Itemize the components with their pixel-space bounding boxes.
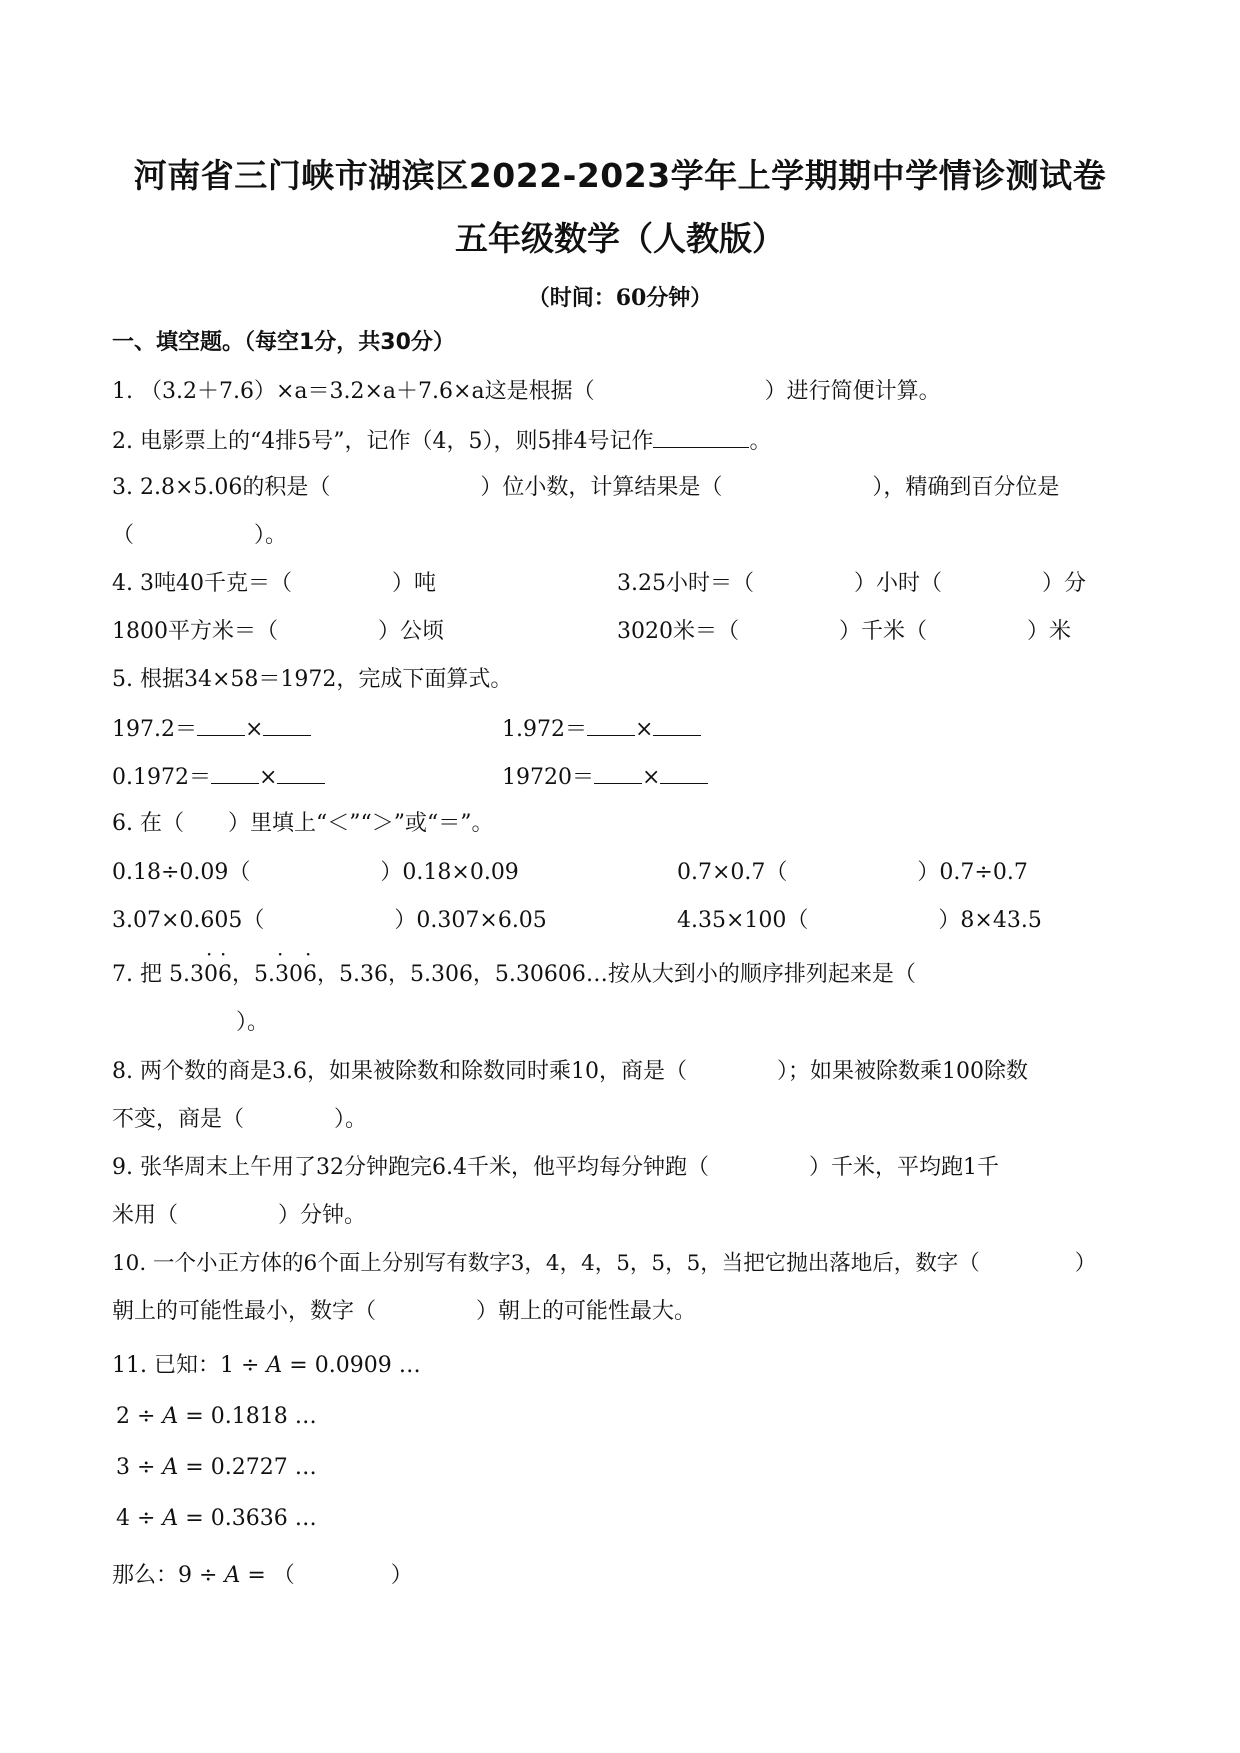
question-3: 3. 2.8×5.06的积是（ ）位小数，计算结果是（ ），精确到百分位是 [112, 475, 1060, 500]
question-4-r1c1: 4. 3吨40千克＝（ ）吨 [112, 571, 436, 596]
time-note: （时间：60分钟） [527, 285, 713, 311]
equation-2: 2 ÷ A = 0.1818 … [116, 1404, 317, 1429]
equation-1: 1 ÷ A = 0.0909 … [219, 1353, 421, 1378]
question-5-r1c1: 197.2＝ × [112, 713, 311, 745]
question-7-line2: ）。 [236, 1010, 270, 1035]
repeating-dot-digit: · 6 [218, 960, 232, 990]
answer-blank[interactable] [653, 425, 749, 448]
answer-blank[interactable] [263, 713, 311, 736]
question-10: 10. 一个小正方体的6个面上分别写有数字3，4，4，5，5，5，当把它抛出落地后，数字（ ） [112, 1251, 1097, 1276]
question-4-r2c2: 3020米＝（ ）千米（ ）米 [617, 619, 1072, 644]
exam-subtitle: 五年级数学（人教版） [455, 219, 785, 258]
section-heading: 一、填空题。（每空1分，共30分） [112, 330, 455, 355]
question-9-line2: 米用（ ）分钟。 [112, 1203, 367, 1228]
answer-blank[interactable] [653, 713, 701, 736]
question-5-r2c2: 19720＝ × [502, 761, 708, 793]
question-5-r1c2: 1.972＝ × [502, 713, 701, 745]
equation-3: 3 ÷ A = 0.2727 … [116, 1455, 317, 1480]
answer-blank[interactable] [197, 713, 245, 736]
answer-blank[interactable] [594, 761, 642, 784]
question-11: 11. 已知：1 ÷ A = 0.0909 … [112, 1353, 421, 1378]
question-9: 9. 张华周末上午用了32分钟跑完6.4千米，他平均每分钟跑（ ）千米，平均跑1千 [112, 1155, 999, 1180]
question-6: 6. 在（ ）里填上“＜”“＞”或“＝”。 [112, 811, 494, 836]
question-7: 7. 把 5.3· 0· 6，5.· 30· 6，5.36，5.306，5.30606…按从大到小的顺序排列起来是（ [112, 960, 916, 990]
question-11-answer: 那么：9 ÷ A = （ ） [112, 1563, 413, 1588]
exam-title: 河南省三门峡市湖滨区2022-2023学年上学期期中学情诊测试卷 [133, 156, 1107, 195]
question-6-r1c2: 0.7×0.7（ ）0.7÷0.7 [677, 860, 1028, 885]
repeating-dot-digit: · 6 [303, 960, 317, 990]
answer-blank[interactable] [587, 713, 635, 736]
question-5: 5. 根据34×58＝1972，完成下面算式。 [112, 667, 513, 692]
equation-4: 4 ÷ A = 0.3636 … [116, 1506, 317, 1531]
question-1: 1. （3.2＋7.6）×a＝3.2×a＋7.6×a这是根据（ ）进行简便计算。 [112, 379, 941, 404]
question-3-line2: （ ）。 [112, 523, 288, 548]
question-5-r2c1: 0.1972＝ × [112, 761, 325, 793]
question-6-r2c2: 4.35×100（ ）8×43.5 [677, 908, 1042, 933]
repeating-dot-digit: · 3 [275, 960, 289, 990]
question-6-r1c1: 0.18÷0.09（ ）0.18×0.09 [112, 860, 519, 885]
answer-blank[interactable] [211, 761, 259, 784]
question-4-r1c2: 3.25小时＝（ ）小时（ ）分 [617, 571, 1087, 596]
answer-blank[interactable] [277, 761, 325, 784]
question-2: 2. 电影票上的“4排5号”，记作（4，5），则5排4号记作 。 [112, 425, 771, 457]
question-4-r2c1: 1800平方米＝（ ）公顷 [112, 619, 445, 644]
answer-blank[interactable] [660, 761, 708, 784]
repeating-dot-digit: · 0 [204, 960, 218, 990]
question-6-r2c1: 3.07×0.605（ ）0.307×6.05 [112, 908, 547, 933]
question-8-line2: 不变，商是（ ）。 [112, 1107, 368, 1132]
question-10-line2: 朝上的可能性最小，数字（ ）朝上的可能性最大。 [112, 1299, 697, 1324]
question-8: 8. 两个数的商是3.6，如果被除数和除数同时乘10，商是（ ）；如果被除数乘100除数 [112, 1059, 1028, 1084]
